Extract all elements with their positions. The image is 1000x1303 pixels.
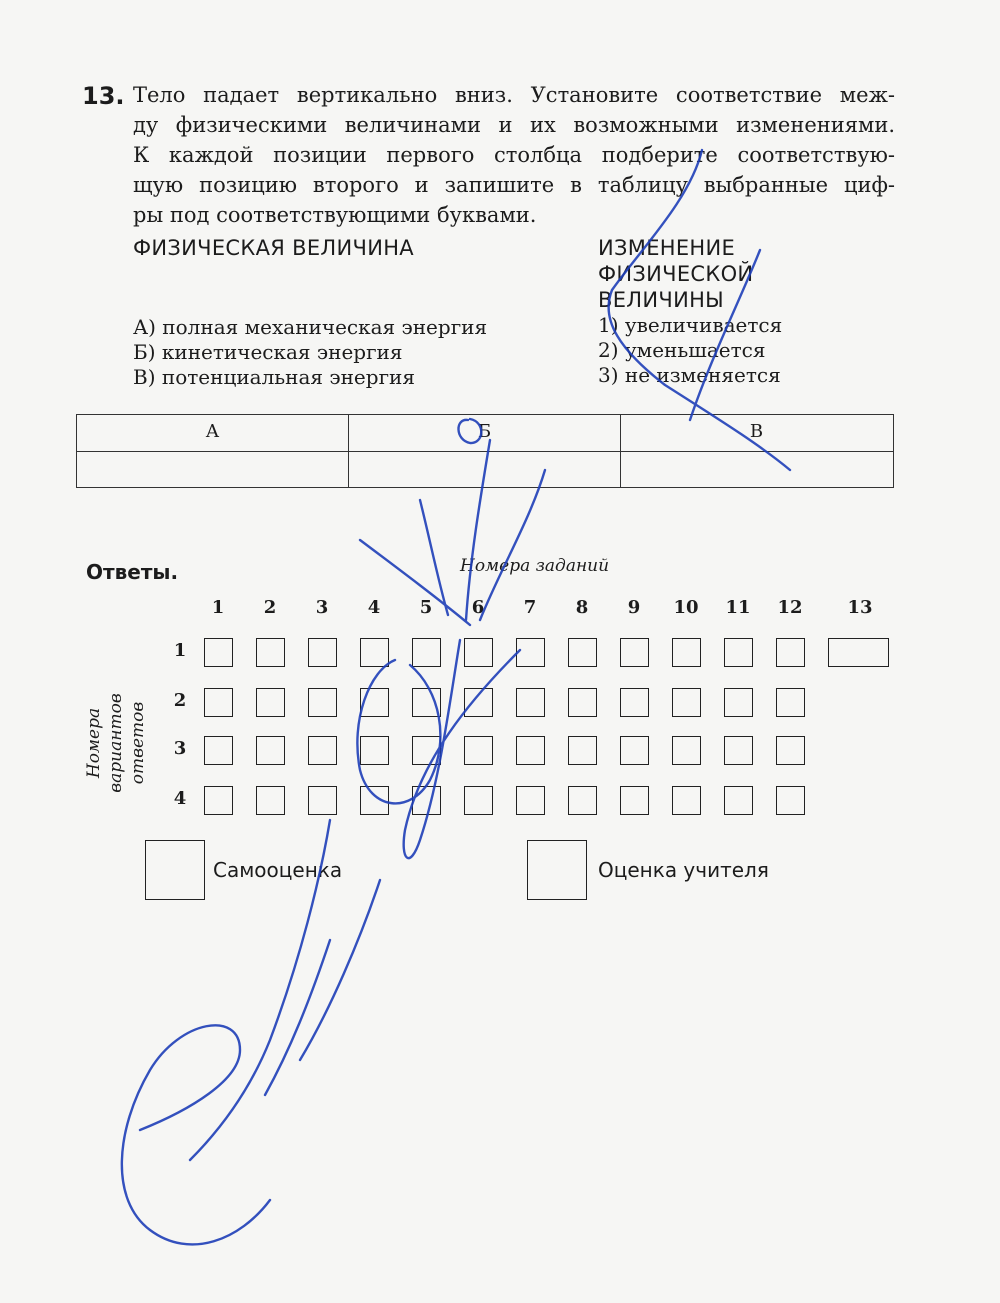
quantity-option: А) полная механическая энергия	[133, 315, 488, 339]
answer-box[interactable]	[464, 688, 493, 717]
task-text-line: ры под соответствующими буквами.	[133, 203, 537, 227]
answer-box[interactable]	[360, 786, 389, 815]
answer-box[interactable]	[724, 786, 753, 815]
columns-caption: Номера заданий	[460, 556, 610, 576]
answer-box[interactable]	[360, 688, 389, 717]
answers-title: Ответы.	[86, 560, 179, 584]
answer-box[interactable]	[620, 638, 649, 667]
answer-cell-a[interactable]	[77, 451, 349, 487]
answer-table-value-row	[77, 451, 893, 487]
answer-box[interactable]	[204, 736, 233, 765]
teacher-assessment-label: Оценка учителя	[598, 858, 769, 882]
answer-box[interactable]	[308, 736, 337, 765]
answer-box[interactable]	[412, 638, 441, 667]
self-assessment-label: Самооценка	[213, 858, 343, 882]
left-column-header: ФИЗИЧЕСКАЯ ВЕЛИЧИНА	[133, 236, 414, 260]
answer-box[interactable]	[516, 688, 545, 717]
row-number: 1	[173, 640, 187, 661]
column-number: 9	[627, 597, 641, 618]
teacher-assessment-box[interactable]	[527, 840, 587, 900]
answer-box[interactable]	[204, 688, 233, 717]
answer-box[interactable]	[204, 638, 233, 667]
answer-box[interactable]	[776, 688, 805, 717]
column-number: 2	[263, 597, 277, 618]
answer-box[interactable]	[464, 786, 493, 815]
right-column-header-line: ИЗМЕНЕНИЕ	[598, 236, 736, 260]
answer-box[interactable]	[776, 638, 805, 667]
answer-box[interactable]	[672, 736, 701, 765]
answer-box[interactable]	[412, 736, 441, 765]
row-number: 3	[173, 738, 187, 759]
self-assessment-box[interactable]	[145, 840, 205, 900]
answer-box[interactable]	[464, 736, 493, 765]
answer-box[interactable]	[828, 638, 889, 667]
column-number: 12	[777, 597, 803, 618]
column-number: 11	[725, 597, 751, 618]
answer-box[interactable]	[568, 786, 597, 815]
answer-box[interactable]	[776, 786, 805, 815]
task-text-line: К каждой позиции первого столбца подберите соответствую-	[133, 143, 895, 167]
answer-box[interactable]	[620, 786, 649, 815]
task-text-line: щую позицию второго и запишите в таблицу выбранные циф-	[133, 173, 895, 197]
row-number: 4	[173, 788, 187, 809]
change-option: 3) не изменяется	[598, 363, 781, 387]
answer-table	[76, 414, 894, 488]
answer-box[interactable]	[308, 786, 337, 815]
column-number: 5	[419, 597, 433, 618]
column-number: 3	[315, 597, 329, 618]
answer-box[interactable]	[672, 638, 701, 667]
answer-box[interactable]	[724, 688, 753, 717]
answer-box[interactable]	[516, 638, 545, 667]
column-number: 6	[471, 597, 485, 618]
right-column-header-line: ФИЗИЧЕСКОЙ	[598, 262, 754, 286]
answer-box[interactable]	[568, 688, 597, 717]
answer-box[interactable]	[516, 786, 545, 815]
column-number: 10	[673, 597, 699, 618]
answer-box[interactable]	[256, 786, 285, 815]
column-number: 1	[211, 597, 225, 618]
answer-box[interactable]	[672, 786, 701, 815]
answer-box[interactable]	[308, 638, 337, 667]
rows-caption-line: ответов	[128, 701, 148, 785]
pen-stroke	[265, 940, 330, 1095]
answer-box[interactable]	[360, 736, 389, 765]
answer-box[interactable]	[620, 688, 649, 717]
answer-table-header: А	[77, 415, 349, 451]
rows-caption	[78, 690, 158, 793]
row-number: 2	[173, 690, 187, 711]
answer-box[interactable]	[568, 736, 597, 765]
answer-box[interactable]	[724, 638, 753, 667]
answer-box[interactable]	[620, 736, 649, 765]
task-number: 13.	[82, 82, 125, 110]
answer-box[interactable]	[568, 638, 597, 667]
column-number: 13	[847, 597, 873, 618]
task-text-line: Тело падает вертикально вниз. Установите соответствие меж-	[133, 83, 895, 107]
change-option: 2) уменьшается	[598, 338, 766, 362]
answer-box[interactable]	[256, 638, 285, 667]
answer-box[interactable]	[724, 736, 753, 765]
answer-table-header: Б	[349, 415, 621, 451]
answer-box[interactable]	[412, 688, 441, 717]
change-option: 1) увеличивается	[598, 313, 783, 337]
answer-table-header-row	[77, 415, 893, 452]
pen-stroke	[122, 1025, 270, 1244]
pen-stroke	[357, 660, 440, 803]
answer-box[interactable]	[256, 736, 285, 765]
pen-stroke	[300, 880, 380, 1060]
answer-cell-v[interactable]	[621, 451, 892, 487]
quantity-option: Б) кинетическая энергия	[133, 340, 403, 364]
answer-box[interactable]	[360, 638, 389, 667]
task-text-line: ду физическими величинами и их возможными изменениями.	[133, 113, 895, 137]
quantity-option: В) потенциальная энергия	[133, 365, 415, 389]
answer-box[interactable]	[672, 688, 701, 717]
rows-caption-line: вариантов	[106, 693, 126, 793]
rows-caption-line: Номера	[84, 707, 104, 779]
answer-cell-b[interactable]	[349, 451, 621, 487]
column-number: 8	[575, 597, 589, 618]
answer-box[interactable]	[464, 638, 493, 667]
column-number: 4	[367, 597, 381, 618]
answer-table-header: В	[749, 421, 764, 442]
column-number: 7	[523, 597, 537, 618]
right-column-header-line: ВЕЛИЧИНЫ	[598, 288, 725, 312]
answer-box[interactable]	[308, 688, 337, 717]
answer-box[interactable]	[776, 736, 805, 765]
answer-box[interactable]	[204, 786, 233, 815]
answer-box[interactable]	[516, 736, 545, 765]
answer-box[interactable]	[256, 688, 285, 717]
answer-box[interactable]	[412, 786, 441, 815]
